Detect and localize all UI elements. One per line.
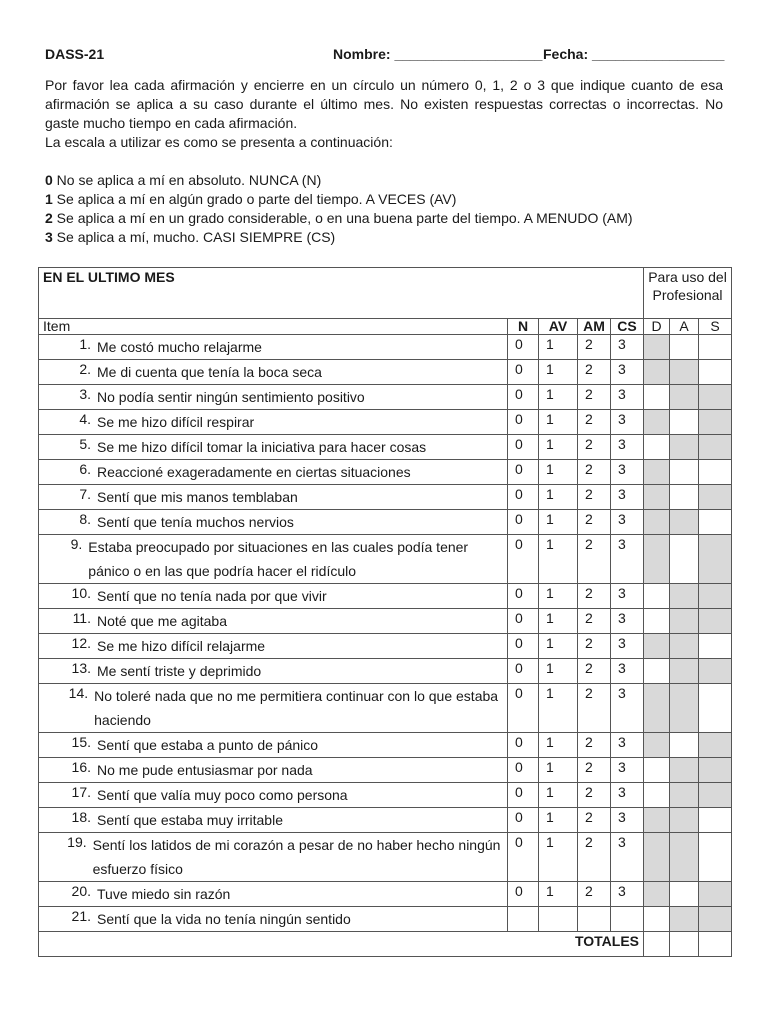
response-option-n[interactable]: 0	[508, 535, 539, 584]
item-number: 18.	[71, 809, 91, 825]
professional-cell-a	[670, 684, 699, 733]
response-option-am[interactable]: 2	[578, 833, 611, 882]
professional-cell-d	[644, 758, 670, 783]
professional-cell-a	[670, 360, 699, 385]
item-number: 8.	[79, 511, 91, 527]
professional-cell-a	[670, 733, 699, 758]
item-number: 1.	[79, 336, 91, 352]
response-option-am[interactable]: 2	[578, 733, 611, 758]
response-option-am[interactable]: 2	[578, 882, 611, 907]
professional-cell-s	[699, 535, 732, 584]
item-cell	[39, 360, 508, 385]
item-cell	[39, 659, 508, 684]
response-option-am[interactable]: 2	[578, 335, 611, 360]
professional-cell-d	[644, 410, 670, 435]
table-row	[39, 882, 732, 907]
response-option-am[interactable]: 2	[578, 584, 611, 609]
item-text: Se me hizo difícil respirar	[97, 414, 255, 430]
scale-intro: La escala a utilizar es como se presenta a continuación:	[45, 134, 393, 150]
header-av: AV	[539, 319, 578, 335]
professional-cell-s	[699, 385, 732, 410]
table-row	[39, 435, 732, 460]
response-option-av[interactable]: 1	[539, 882, 578, 907]
scale-text: Se aplica a mí, mucho. CASI SIEMPRE (CS)	[52, 229, 336, 245]
item-header: Item	[39, 319, 508, 335]
response-option-cs[interactable]: 3	[611, 808, 644, 833]
item-text: No toleré nada que no me permitiera continuar con lo que estaba haciendo	[94, 688, 499, 728]
response-option-av[interactable]	[539, 907, 578, 932]
scale-text: Se aplica a mí en un grado considerable, o en una buena parte del tiempo. A MENUDO (AM)	[52, 210, 633, 226]
table-row	[39, 907, 732, 932]
table-title: EN EL ULTIMO MES	[39, 268, 644, 319]
item-cell	[39, 584, 508, 609]
response-option-n[interactable]: 0	[508, 584, 539, 609]
professional-cell-a	[670, 460, 699, 485]
professional-cell-d	[644, 783, 670, 808]
item-text: Sentí que la vida no tenía ningún sentido	[97, 911, 351, 927]
table-row	[39, 460, 732, 485]
header-cs: CS	[611, 319, 644, 335]
column-header-row	[39, 319, 732, 335]
scale-number: 2	[45, 210, 53, 226]
response-option-am[interactable]: 2	[578, 510, 611, 535]
response-option-cs[interactable]: 3	[611, 460, 644, 485]
professional-cell-d	[644, 634, 670, 659]
response-option-am[interactable]: 2	[578, 535, 611, 584]
item-cell	[39, 410, 508, 435]
table-row	[39, 360, 732, 385]
response-option-cs[interactable]: 3	[611, 510, 644, 535]
professional-cell-s	[699, 460, 732, 485]
professional-cell-d	[644, 659, 670, 684]
professional-cell-a	[670, 385, 699, 410]
response-option-am[interactable]: 2	[578, 360, 611, 385]
response-option-cs[interactable]: 3	[611, 882, 644, 907]
professional-cell-s	[699, 758, 732, 783]
professional-cell-d	[644, 907, 670, 932]
item-number: 3.	[79, 386, 91, 402]
response-option-av[interactable]: 1	[539, 833, 578, 882]
totals-label: TOTALES	[39, 932, 644, 957]
item-text: Sentí que valía muy poco como persona	[97, 787, 348, 803]
table-row	[39, 335, 732, 360]
response-option-av[interactable]: 1	[539, 634, 578, 659]
professional-cell-d	[644, 360, 670, 385]
dass-table	[38, 267, 732, 957]
response-option-n[interactable]: 0	[508, 510, 539, 535]
response-option-n[interactable]: 0	[508, 659, 539, 684]
item-cell	[39, 808, 508, 833]
item-text: Sentí que no tenía nada por que vivir	[97, 588, 327, 604]
item-text: Se me hizo difícil relajarme	[97, 638, 266, 654]
professional-cell-d	[644, 584, 670, 609]
item-cell	[39, 634, 508, 659]
item-number: 12.	[71, 635, 91, 651]
professional-cell-a	[670, 584, 699, 609]
header-am: AM	[578, 319, 611, 335]
form-code: DASS-21	[45, 46, 105, 62]
professional-cell-a	[670, 535, 699, 584]
response-option-am[interactable]: 2	[578, 609, 611, 634]
item-number: 9.	[70, 536, 83, 552]
item-number: 5.	[79, 436, 91, 452]
item-cell	[39, 609, 508, 634]
response-option-av[interactable]: 1	[539, 460, 578, 485]
scale-number: 1	[45, 191, 53, 207]
professional-cell-a	[670, 335, 699, 360]
response-option-cs[interactable]: 3	[611, 833, 644, 882]
item-text: Me sentí triste y deprimido	[97, 663, 262, 679]
header-a: A	[670, 319, 699, 335]
item-cell	[39, 783, 508, 808]
professional-cell-d	[644, 385, 670, 410]
item-text: Reaccioné exageradamente en ciertas situaciones	[97, 464, 411, 480]
response-option-cs[interactable]	[611, 907, 644, 932]
professional-cell-s	[699, 609, 732, 634]
table-row	[39, 584, 732, 609]
professional-cell-s	[699, 360, 732, 385]
header-s: S	[699, 319, 732, 335]
professional-cell-s	[699, 584, 732, 609]
table-row	[39, 609, 732, 634]
table-row	[39, 535, 732, 584]
response-option-am[interactable]: 2	[578, 684, 611, 733]
response-option-n[interactable]: 0	[508, 684, 539, 733]
item-number: 16.	[71, 759, 91, 775]
response-option-am[interactable]: 2	[578, 385, 611, 410]
professional-cell-a	[670, 907, 699, 932]
professional-cell-d	[644, 733, 670, 758]
total-cell-s	[699, 932, 732, 957]
item-number: 6.	[79, 461, 91, 477]
response-option-am[interactable]: 2	[578, 659, 611, 684]
item-number: 21.	[71, 908, 91, 924]
response-option-am[interactable]: 2	[578, 783, 611, 808]
response-option-n[interactable]: 0	[508, 733, 539, 758]
professional-cell-s	[699, 335, 732, 360]
item-number: 13.	[71, 660, 91, 676]
scale-legend	[45, 171, 725, 247]
item-number: 17.	[71, 784, 91, 800]
item-text: Sentí que mis manos temblaban	[97, 489, 298, 505]
item-cell	[39, 833, 508, 882]
scale-item	[45, 171, 725, 190]
response-option-am[interactable]: 2	[578, 410, 611, 435]
item-cell	[39, 535, 508, 584]
response-option-n[interactable]: 0	[508, 833, 539, 882]
response-option-cs[interactable]: 3	[611, 385, 644, 410]
scale-text: No se aplica a mí en absoluto. NUNCA (N)	[52, 172, 322, 188]
response-option-am[interactable]: 2	[578, 435, 611, 460]
table-row	[39, 510, 732, 535]
professional-cell-s	[699, 733, 732, 758]
item-number: 20.	[71, 883, 91, 899]
professional-cell-d	[644, 335, 670, 360]
item-text: Sentí que tenía muchos nervios	[97, 514, 294, 530]
item-text: Tuve miedo sin razón	[97, 886, 231, 902]
table-row	[39, 410, 732, 435]
response-option-av[interactable]: 1	[539, 808, 578, 833]
table-row	[39, 634, 732, 659]
professional-cell-d	[644, 882, 670, 907]
professional-cell-a	[670, 435, 699, 460]
professional-cell-d	[644, 485, 670, 510]
response-option-am[interactable]: 2	[578, 634, 611, 659]
response-option-n[interactable]: 0	[508, 634, 539, 659]
scale-item	[45, 209, 725, 228]
item-number: 11.	[72, 610, 91, 626]
response-option-av[interactable]: 1	[539, 684, 578, 733]
table-row	[39, 833, 732, 882]
response-option-n[interactable]: 0	[508, 485, 539, 510]
response-option-av[interactable]: 1	[539, 783, 578, 808]
item-cell	[39, 758, 508, 783]
item-cell	[39, 485, 508, 510]
professional-cell-s	[699, 907, 732, 932]
response-option-av[interactable]: 1	[539, 609, 578, 634]
item-text: Me di cuenta que tenía la boca seca	[97, 364, 322, 380]
response-option-cs[interactable]: 3	[611, 733, 644, 758]
name-field-label: Nombre: ___________________	[333, 46, 543, 62]
professional-cell-d	[644, 510, 670, 535]
item-text: No podía sentir ningún sentimiento positivo	[97, 389, 365, 405]
table-row	[39, 659, 732, 684]
response-option-av[interactable]: 1	[539, 758, 578, 783]
professional-cell-s	[699, 510, 732, 535]
response-option-cs[interactable]: 3	[611, 485, 644, 510]
professional-cell-s	[699, 833, 732, 882]
response-option-n[interactable]: 0	[508, 360, 539, 385]
item-cell	[39, 684, 508, 733]
professional-cell-s	[699, 485, 732, 510]
response-option-av[interactable]: 1	[539, 335, 578, 360]
item-cell	[39, 460, 508, 485]
item-cell	[39, 882, 508, 907]
response-option-am[interactable]: 2	[578, 460, 611, 485]
response-option-n[interactable]	[508, 907, 539, 932]
scale-text: Se aplica a mí en algún grado o parte del tiempo. A VECES (AV)	[52, 191, 457, 207]
table-row	[39, 808, 732, 833]
response-option-am[interactable]: 2	[578, 808, 611, 833]
response-option-av[interactable]: 1	[539, 733, 578, 758]
response-option-cs[interactable]: 3	[611, 535, 644, 584]
header-n: N	[508, 319, 539, 335]
table-row	[39, 485, 732, 510]
professional-cell-d	[644, 833, 670, 882]
response-option-n[interactable]: 0	[508, 609, 539, 634]
table-row	[39, 733, 732, 758]
response-option-av[interactable]: 1	[539, 510, 578, 535]
item-number: 7.	[79, 486, 91, 502]
response-option-n[interactable]: 0	[508, 435, 539, 460]
response-option-am[interactable]: 2	[578, 485, 611, 510]
response-option-av[interactable]: 1	[539, 360, 578, 385]
totals-row	[39, 932, 732, 957]
response-option-cs[interactable]: 3	[611, 783, 644, 808]
response-option-av[interactable]: 1	[539, 385, 578, 410]
professional-cell-d	[644, 460, 670, 485]
response-option-cs[interactable]: 3	[611, 435, 644, 460]
item-text: Sentí que estaba muy irritable	[97, 812, 283, 828]
professional-cell-s	[699, 435, 732, 460]
response-option-av[interactable]: 1	[539, 485, 578, 510]
response-option-av[interactable]: 1	[539, 410, 578, 435]
response-option-cs[interactable]: 3	[611, 684, 644, 733]
date-field-label: Fecha: _________________	[543, 46, 725, 62]
scale-number: 3	[45, 229, 53, 245]
item-text: Se me hizo difícil tomar la iniciativa para hacer cosas	[97, 439, 427, 455]
scale-item	[45, 228, 725, 247]
response-option-cs[interactable]: 3	[611, 758, 644, 783]
table-row	[39, 684, 732, 733]
instructions	[45, 76, 723, 152]
item-text: Estaba preocupado por situaciones en las cuales podía tener pánico o en las que podría hacer el ridículo	[88, 539, 469, 579]
professional-cell-d	[644, 609, 670, 634]
scale-item	[45, 190, 725, 209]
professional-cell-s	[699, 659, 732, 684]
table-title-row	[39, 268, 732, 319]
item-number: 4.	[79, 411, 91, 427]
response-option-n[interactable]: 0	[508, 385, 539, 410]
response-option-n[interactable]: 0	[508, 882, 539, 907]
response-option-cs[interactable]: 3	[611, 410, 644, 435]
item-number: 2.	[79, 361, 91, 377]
response-option-av[interactable]: 1	[539, 659, 578, 684]
total-cell-d	[644, 932, 670, 957]
response-option-n[interactable]: 0	[508, 758, 539, 783]
response-option-n[interactable]: 0	[508, 460, 539, 485]
professional-cell-s	[699, 634, 732, 659]
item-number: 15.	[71, 734, 91, 750]
instructions-paragraph: Por favor lea cada afirmación y encierre en un círculo un número 0, 1, 2 o 3 que indique cuanto de esa afirmación se aplica a su caso durante el último mes. No existen respuestas correctas o incorrectas. No gaste mucho tiempo en cada afirmación.	[45, 77, 723, 131]
response-option-n[interactable]: 0	[508, 808, 539, 833]
professional-cell-s	[699, 684, 732, 733]
header-d: D	[644, 319, 670, 335]
professional-cell-a	[670, 609, 699, 634]
professional-cell-d	[644, 535, 670, 584]
item-number: 10.	[71, 585, 91, 601]
professional-cell-a	[670, 510, 699, 535]
table-row	[39, 783, 732, 808]
response-option-am[interactable]: 2	[578, 758, 611, 783]
professional-cell-d	[644, 808, 670, 833]
professional-cell-a	[670, 410, 699, 435]
item-cell	[39, 335, 508, 360]
response-option-cs[interactable]: 3	[611, 360, 644, 385]
item-cell	[39, 907, 508, 932]
response-option-n[interactable]: 0	[508, 783, 539, 808]
item-text: Noté que me agitaba	[97, 613, 227, 629]
response-option-cs[interactable]: 3	[611, 659, 644, 684]
item-cell	[39, 733, 508, 758]
response-option-av[interactable]: 1	[539, 584, 578, 609]
table-row	[39, 385, 732, 410]
response-option-cs[interactable]: 3	[611, 584, 644, 609]
professional-cell-a	[670, 783, 699, 808]
response-option-av[interactable]: 1	[539, 435, 578, 460]
professional-cell-s	[699, 783, 732, 808]
item-cell	[39, 385, 508, 410]
item-text: Sentí los latidos de mi corazón a pesar de no haber hecho ningún esfuerzo físico	[92, 837, 501, 877]
professional-cell-s	[699, 808, 732, 833]
item-text: Me costó mucho relajarme	[97, 339, 262, 355]
item-cell	[39, 510, 508, 535]
item-cell	[39, 435, 508, 460]
professional-cell-a	[670, 808, 699, 833]
item-text: Sentí que estaba a punto de pánico	[97, 737, 319, 753]
response-option-n[interactable]: 0	[508, 410, 539, 435]
table-row	[39, 758, 732, 783]
item-text: No me pude entusiasmar por nada	[97, 762, 313, 778]
professional-cell-a	[670, 833, 699, 882]
professional-cell-a	[670, 758, 699, 783]
total-cell-a	[670, 932, 699, 957]
professional-cell-a	[670, 659, 699, 684]
professional-cell-s	[699, 410, 732, 435]
professional-header: Para uso del Profesional	[644, 268, 732, 319]
response-option-cs[interactable]: 3	[611, 335, 644, 360]
professional-cell-a	[670, 882, 699, 907]
page-header	[45, 46, 725, 64]
scale-number: 0	[45, 172, 53, 188]
professional-cell-s	[699, 882, 732, 907]
response-option-am[interactable]	[578, 907, 611, 932]
item-number: 14.	[68, 685, 89, 701]
professional-cell-a	[670, 485, 699, 510]
professional-cell-a	[670, 634, 699, 659]
professional-cell-d	[644, 435, 670, 460]
response-option-cs[interactable]: 3	[611, 609, 644, 634]
item-number: 19.	[67, 834, 87, 850]
response-option-cs[interactable]: 3	[611, 634, 644, 659]
professional-cell-d	[644, 684, 670, 733]
response-option-av[interactable]: 1	[539, 535, 578, 584]
response-option-n[interactable]: 0	[508, 335, 539, 360]
